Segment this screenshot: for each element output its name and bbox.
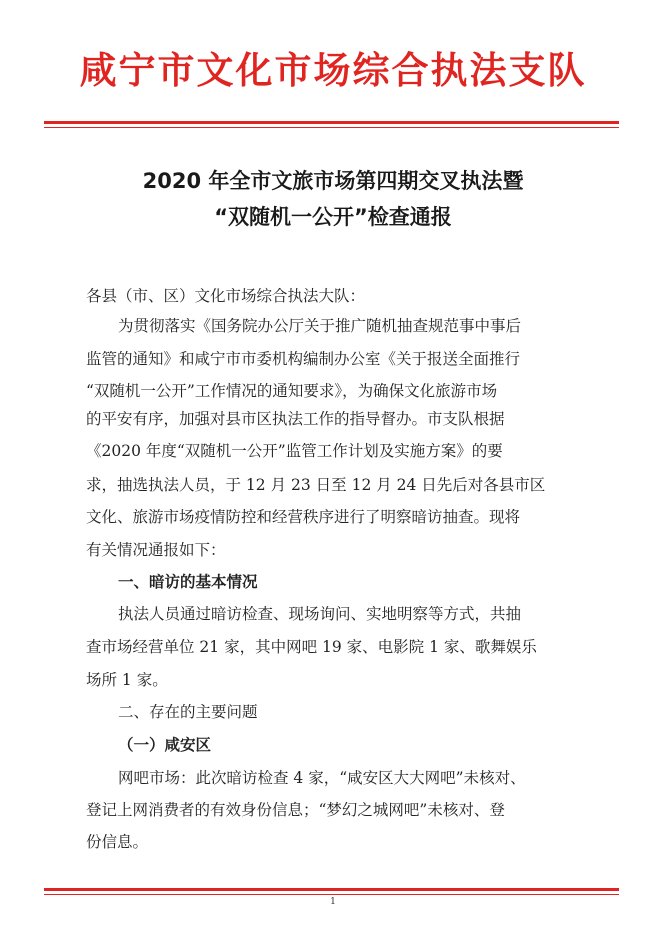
- document-title-line-2: “双随机一公开”检查通报: [214, 205, 452, 229]
- page-number: 1: [330, 897, 336, 907]
- header-divider-thick: [44, 121, 619, 124]
- issuing-authority-header: 咸宁市文化市场综合执法支队: [79, 48, 587, 92]
- header-divider-thin: [44, 127, 619, 128]
- footer-divider-thin: [44, 894, 619, 895]
- footer-divider-thick: [44, 888, 619, 891]
- document-title-line-1: 2020 年全市文旅市场第四期交叉执法暨: [142, 169, 524, 193]
